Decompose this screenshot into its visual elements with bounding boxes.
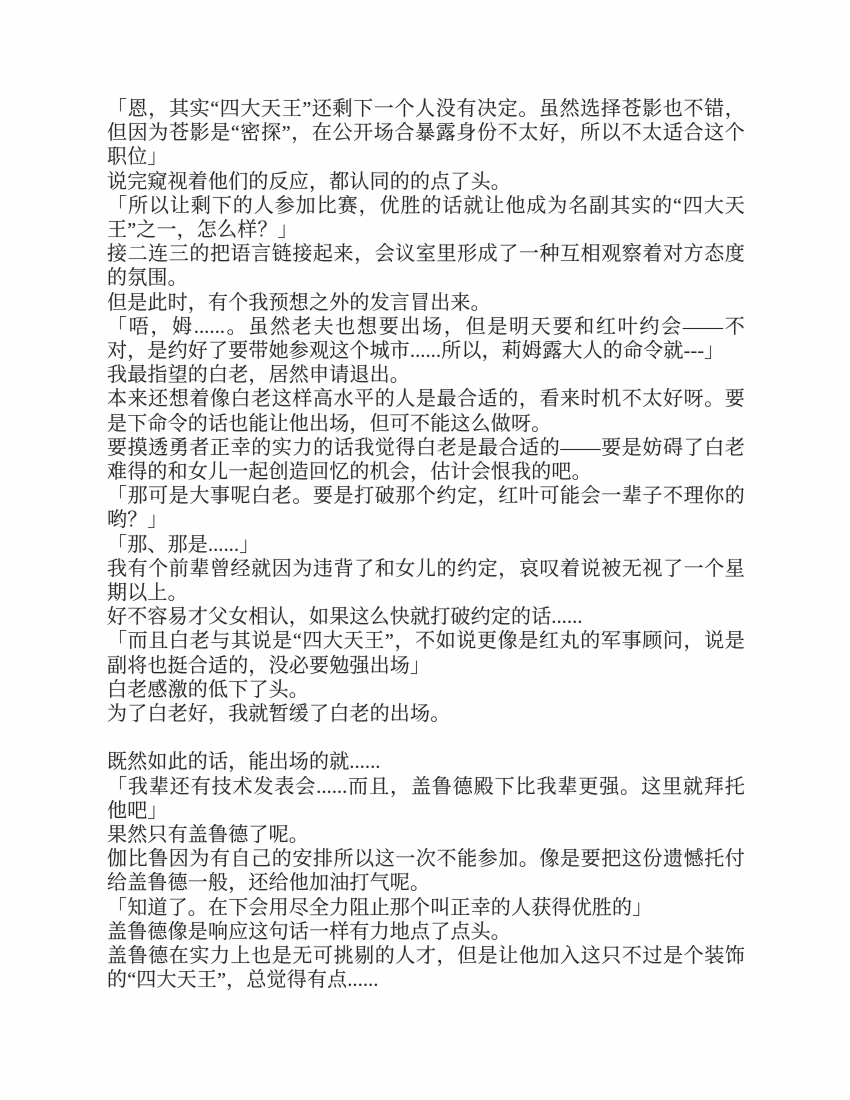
text-line: 为了白老好，我就暂缓了白老的出场。 <box>107 703 451 726</box>
text-line: 我最指望的白老，居然申请退出。 <box>107 364 410 387</box>
text-line: 「那、那是......」 <box>107 533 260 556</box>
text-line: 「所以让剩下的人参加比赛，优胜的话就让他成为名副其实的“四大天 <box>107 194 745 217</box>
text-line: 期以上。 <box>107 582 188 605</box>
text-line: 接二连三的把语言链接起来，会议室里形成了一种互相观察着对方态度 <box>107 243 745 266</box>
text-line: 哟？」 <box>107 509 168 532</box>
text-line: 给盖鲁德一般，还给他加油打气呢。 <box>107 872 431 895</box>
text-line: 职位」 <box>107 146 168 169</box>
text-line: 我有个前辈曾经就因为违背了和女儿的约定，哀叹着说被无视了一个星 <box>107 557 745 580</box>
novel-text-block <box>107 97 745 993</box>
text-line: 副将也挺合适的，没必要勉强出场」 <box>107 654 431 677</box>
text-line: 但是此时，有个我预想之外的发言冒出来。 <box>107 291 491 314</box>
text-line: 「唔，姆......。虽然老夫也想要出场，但是明天要和红叶约会——不 <box>107 315 745 338</box>
text-line: 「知道了。在下会用尽全力阻止那个叫正幸的人获得优胜的」 <box>107 896 653 919</box>
text-line: 盖鲁德像是响应这句话一样有力地点了点头。 <box>107 920 511 943</box>
text-line: 好不容易才父女相认，如果这么快就打破约定的话...... <box>107 606 583 629</box>
text-line: 他吧」 <box>107 799 168 822</box>
text-line: 「而且白老与其说是“四大天王”，不如说更像是红丸的军事顾问，说是 <box>107 630 745 653</box>
text-line: 王”之一，怎么样？」 <box>107 219 298 242</box>
text-line: 既然如此的话，能出场的就...... <box>107 751 381 774</box>
text-line: 的氛围。 <box>107 267 188 290</box>
text-line <box>107 726 745 750</box>
text-line: 伽比鲁因为有自己的安排所以这一次不能参加。像是要把这份遗憾托付 <box>107 848 745 871</box>
text-line: 白老感激的低下了头。 <box>107 678 309 701</box>
text-line: 「那可是大事呢白老。要是打破那个约定，红叶可能会一辈子不理你的 <box>107 485 745 508</box>
text-line: 果然只有盖鲁德了呢。 <box>107 824 309 847</box>
text-line: 「恩，其实“四大天王”还剩下一个人没有决定。虽然选择苍影也不错， <box>107 98 745 120</box>
text-line: 要摸透勇者正幸的实力的话我觉得白老是最合适的——要是妨碍了白老 <box>107 436 745 459</box>
text-line: 盖鲁德在实力上也是无可挑剔的人才，但是让他加入这只不过是个装饰 <box>107 945 745 968</box>
text-line: 难得的和女儿一起创造回忆的机会，估计会恨我的吧。 <box>107 461 592 484</box>
text-line: 「我辈还有技术发表会......而且，盖鲁德殿下比我辈更强。这里就拜托 <box>107 775 745 798</box>
text-line: 对，是约好了要带她参观这个城市......所以，莉姆露大人的命令就---」 <box>107 340 725 363</box>
text-line: 是下命令的话也能让他出场，但可不能这么做呀。 <box>107 412 552 435</box>
text-line: 说完窥视着他们的反应，都认同的的点了头。 <box>107 170 511 193</box>
text-line: 本来还想着像白老这样高水平的人是最合适的，看来时机不太好呀。要 <box>107 388 745 411</box>
text-line: 的“四大天王”，总觉得有点...... <box>107 969 379 992</box>
text-line: 但因为苍影是“密探”，在公开场合暴露身份不太好，所以不太适合这个 <box>107 122 745 145</box>
